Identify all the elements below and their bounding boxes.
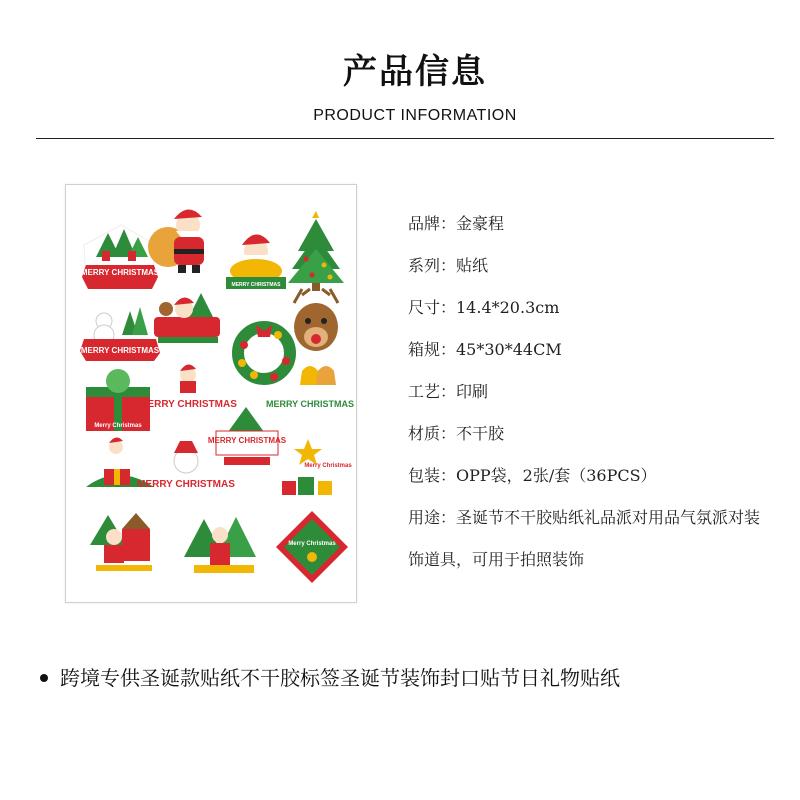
sticker-santa-merry (139, 364, 237, 410)
sticker-label: MERRY CHRISTMAS (265, 399, 355, 409)
bullet-icon (40, 674, 48, 682)
sticker-sheet-art (66, 185, 356, 602)
spec-size: 尺寸：14.4*20.3cm (408, 298, 560, 317)
product-title: 跨境专供圣诞款贴纸不干胶标签圣诞节装饰封口贴节日礼物贴纸 (60, 666, 620, 690)
sticker-label: MERRY CHRISTMAS (231, 282, 281, 288)
sticker-snowman-banner (80, 307, 160, 361)
sticker-label: MERRY CHRISTMAS (139, 399, 237, 410)
sticker-label: MERRY CHRISTMAS (80, 268, 160, 277)
spec-brand: 品牌：金豪程 (408, 214, 505, 233)
spec-usage: 用途：圣诞节不干胶贴纸礼品派对用品气氛派对装饰道具，可用于拍照装饰 (408, 508, 761, 569)
sticker-santa-house (90, 513, 152, 571)
sticker-label: Merry Christmas (94, 423, 142, 429)
spec-series: 系列：贴纸 (408, 256, 489, 275)
sticker-wreath (238, 325, 290, 381)
sticker-label: MERRY CHRISTMAS (80, 346, 160, 355)
sticker-tree-sign (208, 407, 287, 465)
sticker-christmas-tree (288, 211, 344, 291)
page-title: 产品信息 (343, 52, 487, 92)
sticker-sheet-image (65, 184, 357, 603)
sticker-reindeer (294, 289, 338, 351)
sticker-label: Merry Christmas (288, 541, 336, 547)
spec-carton: 箱规：45*30*44CM (408, 340, 562, 359)
sticker-label: MERRY CHRISTMAS (137, 479, 235, 490)
sticker-santa-reindeer (154, 293, 220, 343)
product-title-line (40, 662, 620, 691)
sticker-santa-banner (226, 234, 286, 289)
sticker-star-gifts (282, 439, 352, 495)
sticker-diamond-badge (276, 511, 348, 583)
spec-material: 材质：不干胶 (408, 424, 505, 443)
sticker-santa-sack (148, 209, 208, 273)
spec-list (408, 212, 778, 581)
page-subtitle: PRODUCT INFORMATION (313, 107, 517, 124)
spec-packing: 包装：OPP袋，2张/套（36PCS） (408, 466, 657, 485)
sticker-label: Merry Christmas (304, 463, 352, 469)
sticker-trees-santa (184, 517, 256, 573)
sticker-label: MERRY CHRISTMAS (207, 436, 287, 445)
sticker-trees-banner (81, 225, 160, 289)
divider (36, 138, 774, 139)
spec-process: 工艺：印刷 (408, 382, 489, 401)
